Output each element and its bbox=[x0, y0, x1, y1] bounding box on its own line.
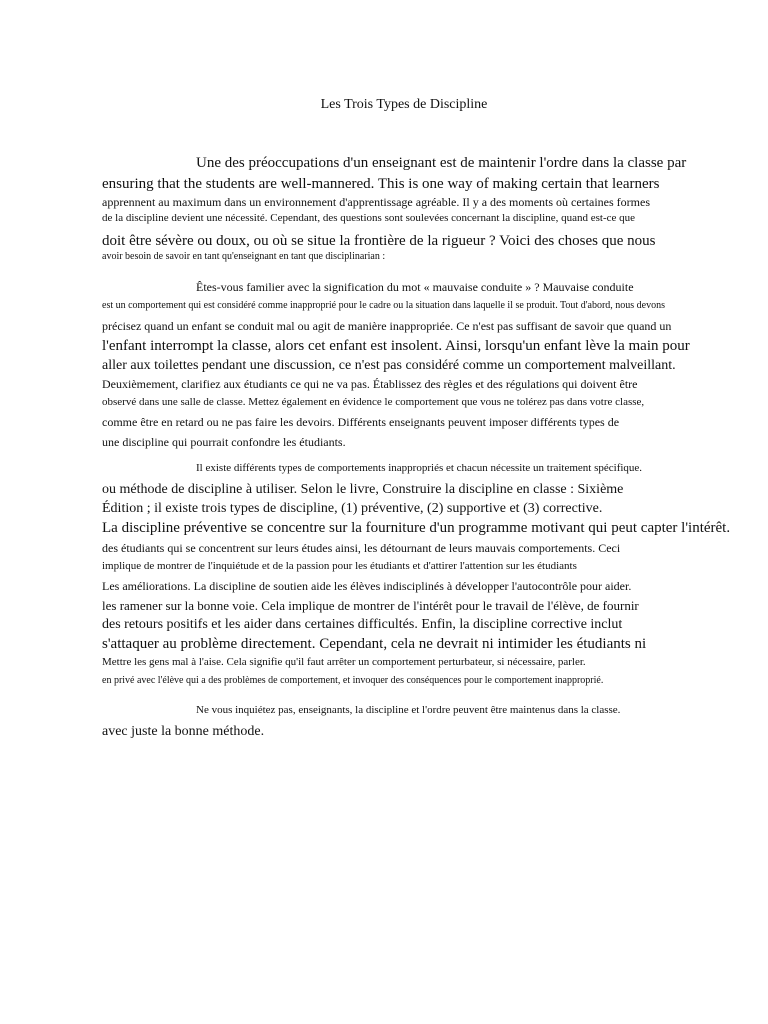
paragraph-2-line-7: observé dans une salle de classe. Mettez également en évidence le comportement que vous ne tolérez pas dans votre classe, bbox=[102, 396, 645, 408]
paragraph-3-line-3: Édition ; il existe trois types de discipline, (1) préventive, (2) supportive et (3) corrective. bbox=[102, 501, 603, 516]
paragraph-1-line-3: apprennent au maximum dans un environnement d'apprentissage agréable. Il y a des moments où certaines formes bbox=[102, 195, 650, 209]
paragraph-3-line-2: ou méthode de discipline à utiliser. Selon le livre, Construire la discipline en classe : Sixième bbox=[102, 482, 624, 497]
paragraph-3-line-9: des retours positifs et les aider dans certaines difficultés. Enfin, la discipline corrective inclut bbox=[102, 617, 623, 632]
paragraph-2-line-6: Deuxièmement, clarifiez aux étudiants ce qui ne va pas. Établissez des règles et des régulations qui doivent être bbox=[102, 377, 638, 391]
paragraph-3-line-5: des étudiants qui se concentrent sur leurs études ainsi, les détournant de leurs mauvais comportements. Ceci bbox=[102, 541, 621, 555]
paragraph-2-line-4: l'enfant interrompt la classe, alors cet enfant est insolent. Ainsi, lorsqu'un enfant lève la main pour bbox=[102, 338, 690, 354]
paragraph-2-line-2: est un comportement qui est considéré comme inapproprié pour le cadre ou la situation dans laquelle il se produit. Tout d'abord, nous devons bbox=[102, 300, 666, 311]
paragraph-2-line-5: aller aux toilettes pendant une discussion, ce n'est pas considéré comme un comportement malveillant. bbox=[102, 358, 676, 373]
paragraph-1-line-4: de la discipline devient une nécessité. Cependant, des questions sont soulevées concernant la discipline, quand est-ce que bbox=[102, 212, 636, 224]
paragraph-1-line-1: Une des préoccupations d'un enseignant est de maintenir l'ordre dans la classe par bbox=[196, 155, 687, 171]
paragraph-3-line-11: Mettre les gens mal à l'aise. Cela signifie qu'il faut arrêter un comportement perturbateur, si nécessaire, parler. bbox=[102, 656, 586, 668]
paragraph-4-line-1: Ne vous inquiétez pas, enseignants, la discipline et l'ordre peuvent être maintenus dans la classe. bbox=[196, 704, 621, 716]
paragraph-1-line-5: doit être sévère ou doux, ou où se situe la frontière de la rigueur ? Voici des choses que nous bbox=[102, 233, 656, 249]
paragraph-3-line-4: La discipline préventive se concentre sur la fourniture d'un programme motivant qui peut capter l'intérêt. bbox=[102, 520, 731, 536]
paragraph-1-line-6: avoir besoin de savoir en tant qu'enseignant en tant que disciplinarian : bbox=[102, 251, 386, 262]
paragraph-4-line-2: avec juste la bonne méthode. bbox=[102, 724, 265, 739]
paragraph-3-line-10: s'attaquer au problème directement. Cependant, cela ne devrait ni intimider les étudiants ni bbox=[102, 636, 647, 652]
paragraph-3-line-7: Les améliorations. La discipline de soutien aide les élèves indisciplinés à développer l'autocontrôle pour aider. bbox=[102, 579, 632, 593]
paragraph-2-line-1: Êtes-vous familier avec la signification du mot « mauvaise conduite » ? Mauvaise conduite bbox=[196, 280, 634, 294]
paragraph-3-line-1: Il existe différents types de comportements inappropriés et chacun nécessite un traitement spécifique. bbox=[196, 462, 643, 474]
paragraph-3-line-6: implique de montrer de l'inquiétude et de la passion pour les étudiants et d'attirer l'attention sur les étudiants bbox=[102, 560, 577, 572]
paragraph-2-line-9: une discipline qui pourrait confondre les étudiants. bbox=[102, 435, 346, 449]
document-title: Les Trois Types de Discipline bbox=[320, 97, 488, 112]
paragraph-3-line-8: les ramener sur la bonne voie. Cela implique de montrer de l'intérêt pour le travail de l'élève, de fournir bbox=[102, 598, 639, 613]
paragraph-2-line-3: précisez quand un enfant se conduit mal ou agit de manière inappropriée. Ce n'est pas suffisant de savoir que quand un bbox=[102, 319, 672, 333]
paragraph-1-line-2: ensuring that the students are well-mannered. This is one way of making certain that learners bbox=[102, 176, 660, 192]
paragraph-3-line-12: en privé avec l'élève qui a des problèmes de comportement, et invoquer des conséquences pour le comportement inapproprié. bbox=[102, 675, 604, 686]
paragraph-2-line-8: comme être en retard ou ne pas faire les devoirs. Différents enseignants peuvent imposer différents types de bbox=[102, 415, 620, 429]
